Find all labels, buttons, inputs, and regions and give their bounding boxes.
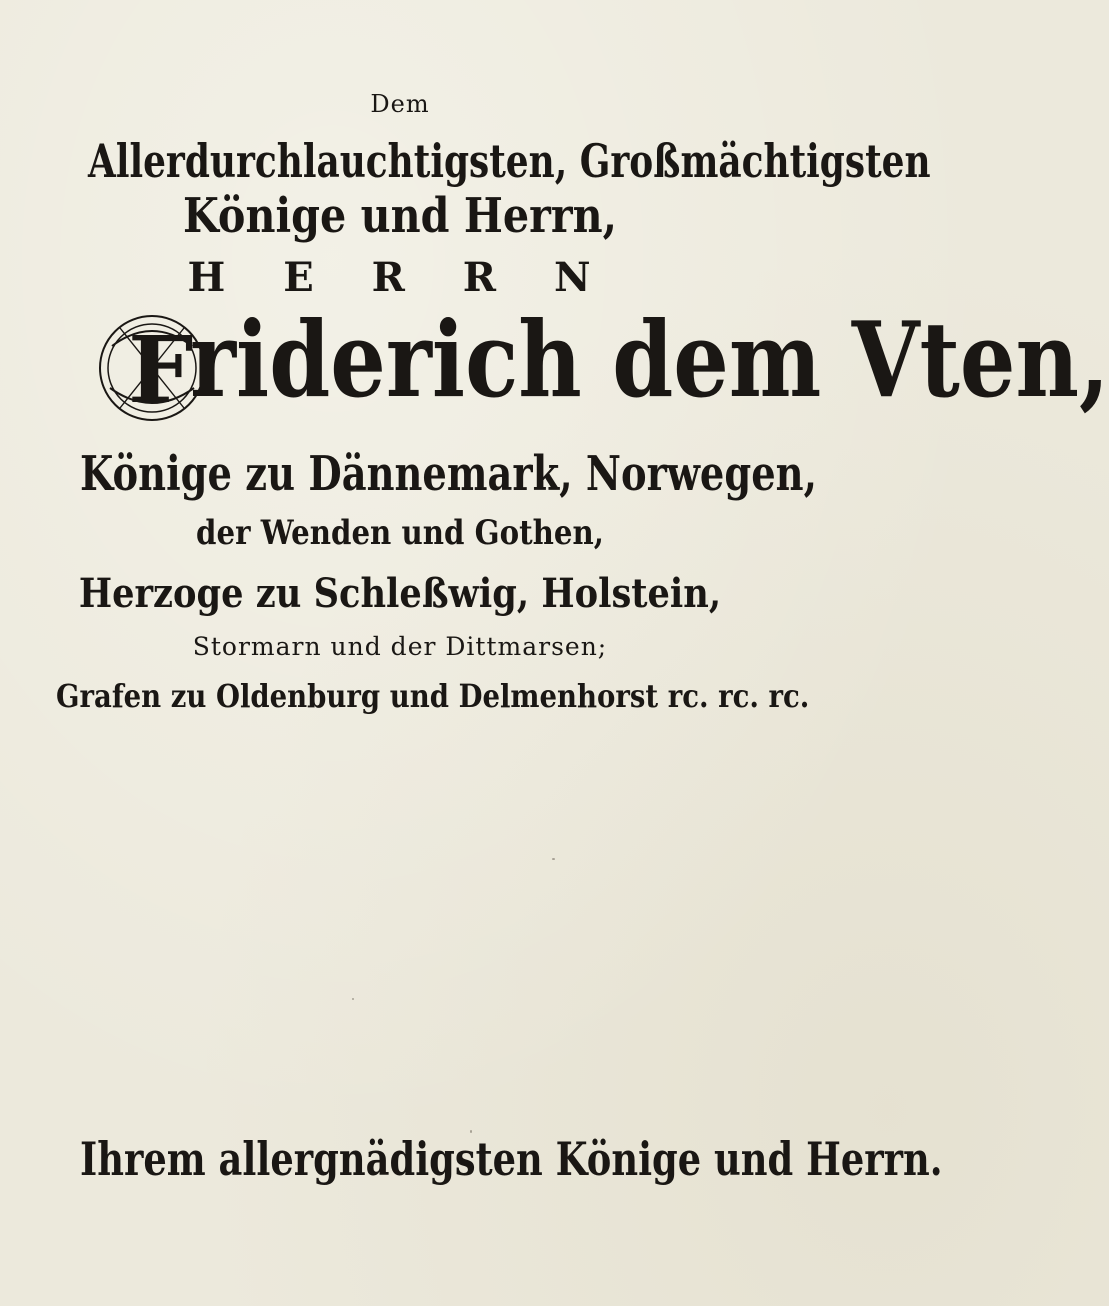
dedication-herzoge: Herzoge zu Schleßwig, Holstein, xyxy=(78,570,722,617)
dedication-closing: Ihrem allergnädigsten Könige und Herrn. xyxy=(80,1132,943,1186)
dedication-henrn-caps: H E R R N xyxy=(187,254,613,301)
dedication-wenden-gothen: der Wenden und Gothen, xyxy=(196,513,604,553)
svg-text:F: F xyxy=(128,316,194,424)
dedication-stormarn: Stormarn und der Dittmarsen; xyxy=(192,632,608,661)
paper-speck xyxy=(352,998,354,1000)
paper-speck xyxy=(470,1130,472,1133)
monarch-name xyxy=(80,298,1109,446)
dedication-dem: Dem xyxy=(370,90,430,118)
dedication-koenige-titles: Könige zu Dännemark, Norwegen, xyxy=(80,446,817,502)
dedication-grafen: Grafen zu Oldenburg und Delmenhorst rc. rc. rc. xyxy=(56,677,810,715)
paper-speck xyxy=(552,858,555,860)
dedication-allerdurchlauchtigsten: Allerdurchlauchtigsten, Großmächtigsten xyxy=(88,134,931,188)
dedication-koenige-herrn: Könige und Herrn, xyxy=(182,188,618,244)
monarch-name-text: riderich dem Vten, xyxy=(190,298,1109,421)
